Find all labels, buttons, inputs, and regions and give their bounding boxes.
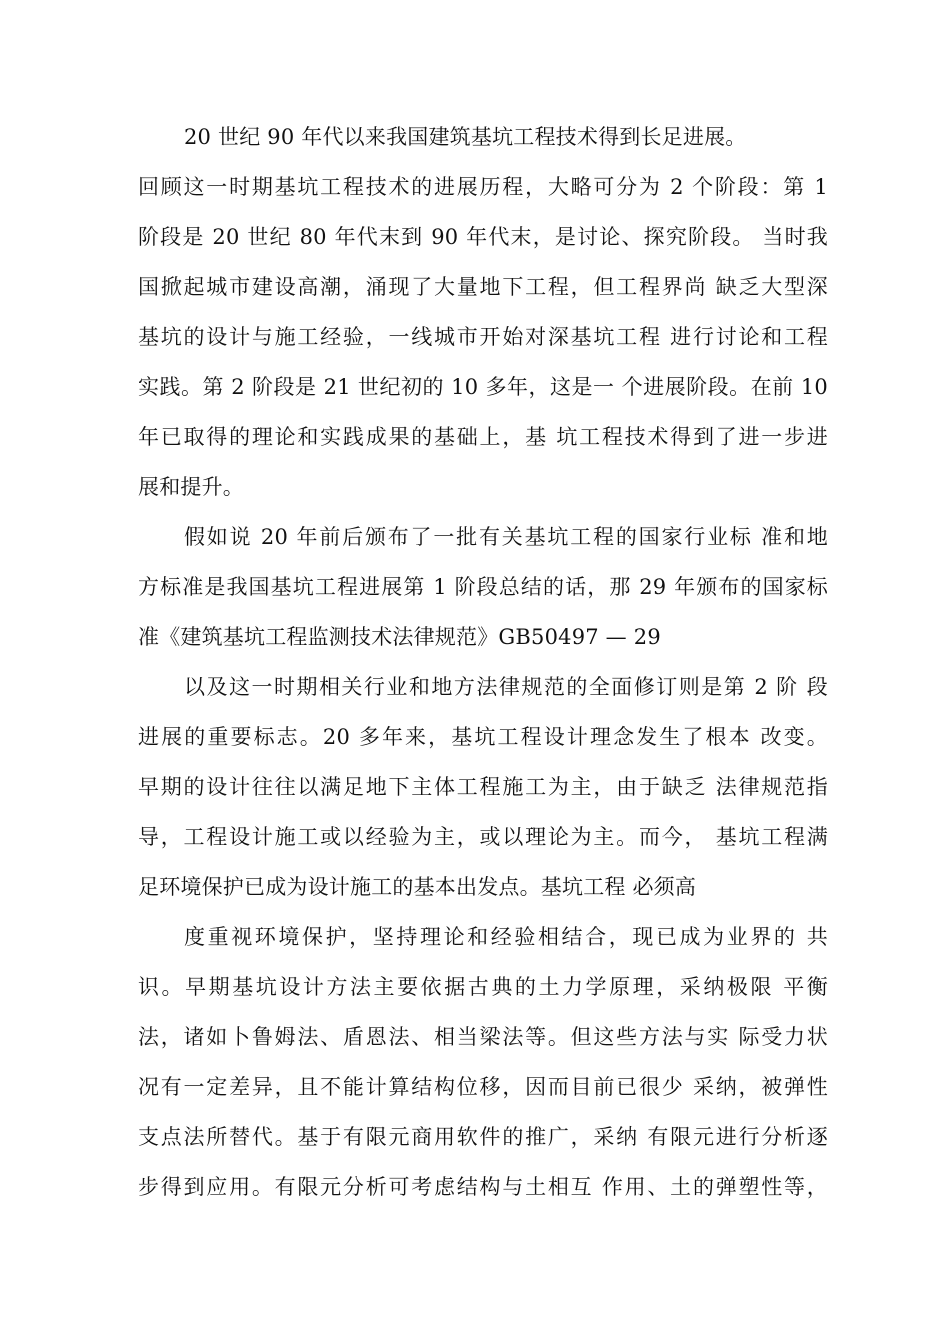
text-line: 识。早期基坑设计方法主要依据古典的土力学原理，采纳极限 平衡	[138, 975, 828, 999]
text-line: 早期的设计往往以满足地下主体工程施工为主，由于缺乏 法律规范指	[138, 775, 828, 799]
text-line: 年已取得的理论和实践成果的基础上，基 坑工程技术得到了进一步进	[138, 425, 828, 449]
text-line: 况有一定差异，且不能计算结构位移，因而目前已很少 采纳，被弹性	[138, 1075, 828, 1099]
text-line: 展和提升。	[138, 475, 244, 499]
text-line: 支点法所替代。基于有限元商用软件的推广，采纳 有限元进行分析逐	[138, 1125, 828, 1149]
text-line: 以及这一时期相关行业和地方法律规范的全面修订则是第 2 阶 段	[184, 675, 828, 699]
text-line: 国掀起城市建设高潮，涌现了大量地下工程，但工程界尚 缺乏大型深	[138, 275, 828, 299]
text-line: 实践。第 2 阶段是 21 世纪初的 10 多年，这是一 个进展阶段。在前 10	[138, 375, 828, 399]
text-line: 步得到应用。有限元分析可考虑结构与土相互 作用、土的弹塑性等，	[138, 1175, 828, 1199]
text-line: 足环境保护已成为设计施工的基本出发点。基坑工程 必须高	[138, 875, 697, 899]
text-line: 阶段是 20 世纪 80 年代末到 90 年代末，是讨论、探究阶段。 当时我	[138, 225, 828, 249]
text-line: 进展的重要标志。20 多年来，基坑工程设计理念发生了根本 改变。	[138, 725, 828, 749]
text-line: 度重视环境保护，坚持理论和经验相结合，现已成为业界的 共	[184, 925, 828, 949]
text-line: 基坑的设计与施工经验，一线城市开始对深基坑工程 进行讨论和工程	[138, 325, 828, 349]
text-line: 准《建筑基坑工程监测技术法律规范》GB50497 — 29	[138, 625, 661, 649]
text-line: 方标准是我国基坑工程进展第 1 阶段总结的话，那 29 年颁布的国家标	[138, 575, 828, 599]
text-line: 法，诸如卜鲁姆法、盾恩法、相当梁法等。但这些方法与实 际受力状	[138, 1025, 828, 1049]
text-line: 20 世纪 90 年代以来我国建筑基坑工程技术得到长足进展。	[184, 125, 747, 149]
text-line: 导，工程设计施工或以经验为主，或以理论为主。而今， 基坑工程满	[138, 825, 828, 849]
text-line: 假如说 20 年前后颁布了一批有关基坑工程的国家行业标 准和地	[184, 525, 828, 549]
text-line: 回顾这一时期基坑工程技术的进展历程，大略可分为 2 个阶段：第 1	[138, 175, 828, 199]
